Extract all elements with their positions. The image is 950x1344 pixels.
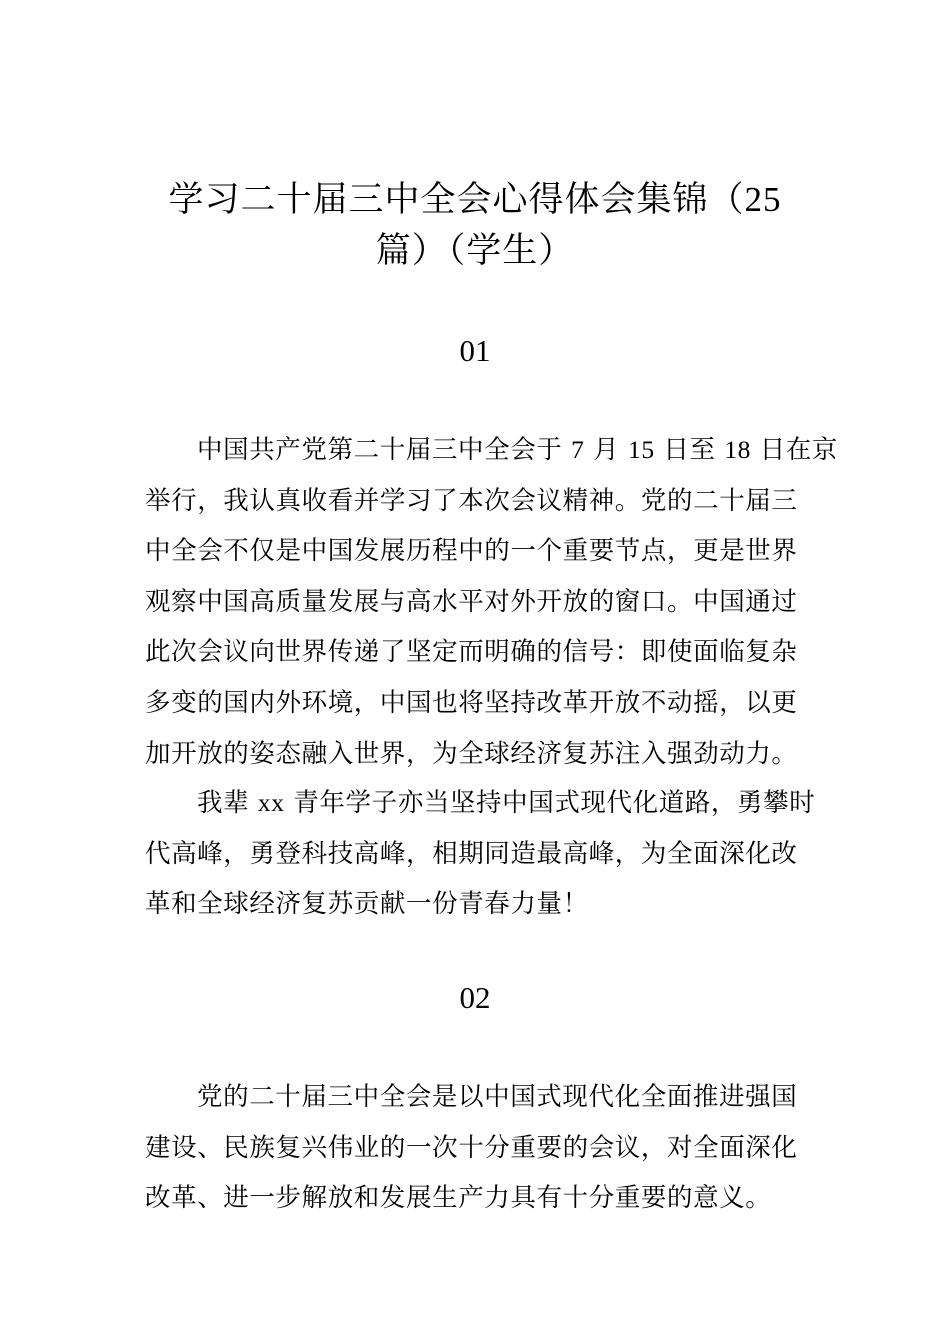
paragraph-line: [145, 425, 839, 476]
title-line-1: [145, 174, 805, 226]
paragraph-line: 此次会议向世界传递了坚定而明确的信号：即使面临复杂: [145, 637, 798, 668]
text-run: 青年学子亦当坚持中国式现代化道路，勇攀时: [284, 788, 816, 818]
paragraph-line: 观察中国高质量发展与高水平对外开放的窗口。中国通过: [145, 586, 798, 617]
paragraph-line: 加开放的姿态融入世界，为全球经济复苏注入强劲动力。: [145, 738, 798, 769]
day-end-number: 18: [724, 435, 752, 464]
paragraph-line: 建设、民族复兴伟业的一次十分重要的会议，对全面深化: [145, 1132, 798, 1163]
title-number: 25: [744, 180, 782, 219]
text-run: 日在京: [751, 435, 839, 465]
text-run: 中国共产党第二十届三中全会于: [197, 435, 572, 465]
paragraph-2: [145, 778, 816, 930]
document-title: [145, 174, 805, 277]
title-text-1: 学习二十届三中全会心得体会集锦（: [168, 180, 745, 220]
paragraph-line: [145, 778, 816, 829]
paragraph-line: 革和全球经济复苏贡献一份青春力量！: [145, 889, 589, 920]
paragraph-1: [145, 425, 839, 779]
section-number-01: 01: [459, 333, 491, 368]
title-line-2: 篇）（学生）: [375, 231, 575, 271]
paragraph-line: 中全会不仅是中国发展历程中的一个重要节点，更是世界: [145, 536, 798, 567]
month-number: 7: [571, 435, 585, 464]
text-run: 日至: [654, 435, 725, 465]
text-run: 月: [584, 435, 628, 465]
section-number-02: 02: [459, 980, 491, 1015]
paragraph-line: 改革、进一步解放和发展生产力具有十分重要的意义。: [145, 1183, 772, 1214]
paragraph-3: [145, 1072, 807, 1224]
placeholder-xx: xx: [257, 788, 285, 817]
paragraph-line: 多变的国内外环境，中国也将坚持改革开放不动摇，以更: [145, 687, 798, 718]
paragraph-line: 举行，我认真收看并学习了本次会议精神。党的二十届三: [145, 485, 798, 516]
paragraph-line: 党的二十届三中全会是以中国式现代化全面推进强国: [197, 1082, 798, 1112]
paragraph-line: 代高峰，勇登科技高峰，相期同造最高峰，为全面深化改: [145, 838, 798, 869]
day-start-number: 15: [627, 435, 655, 464]
text-run: 我辈: [197, 788, 258, 818]
